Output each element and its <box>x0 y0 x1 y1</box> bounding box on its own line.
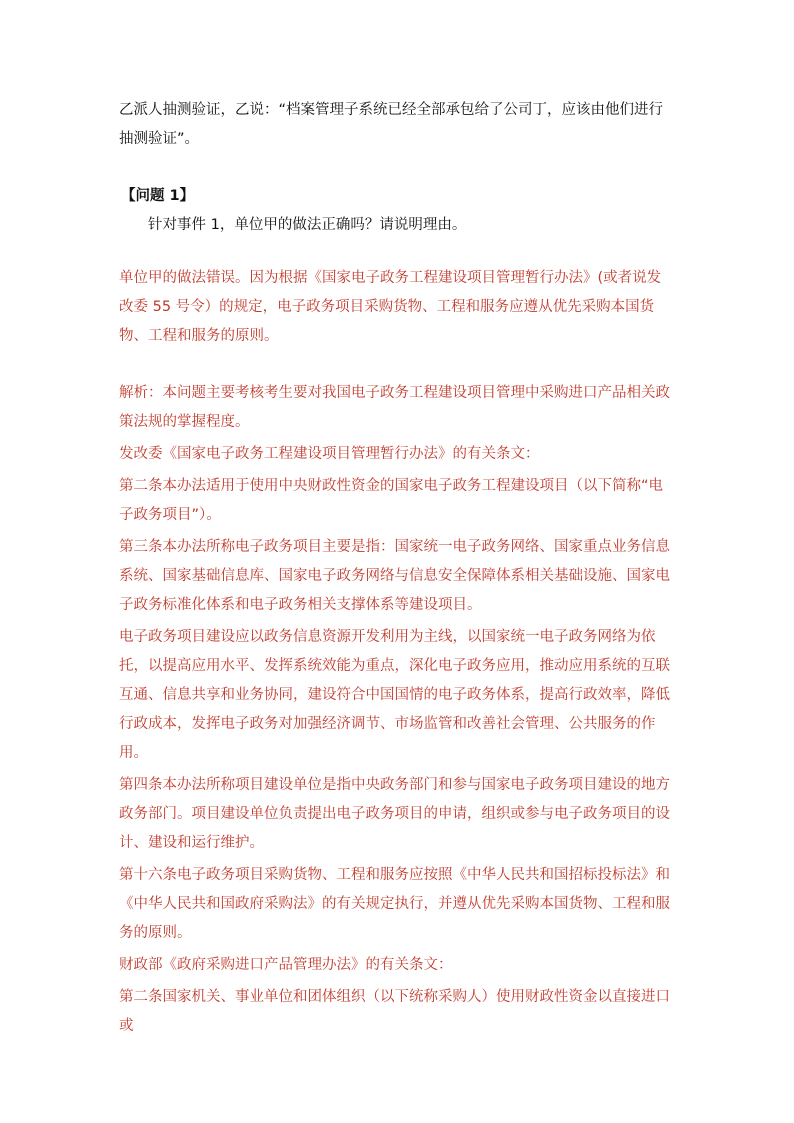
analysis-article-4: 第四条本办法所称项目建设单位是指中央政务部门和参与国家电子政务项目建设的地方政务部门。项目建设单位负责提出电子政务项目的申请，组织或参与电子政务项目的设计、建设和运行维护。 <box>119 777 670 851</box>
analysis-source-ndrc: 发改委《国家电子政务工程建设项目管理暂行办法》的有关条文： <box>119 446 540 462</box>
question-text: 针对事件 1，单位甲的做法正确吗？请说明理由。 <box>148 217 467 233</box>
analysis-article-3: 第三条本办法所称电子政务项目主要是指：国家统一电子政务网络、国家重点业务信息系统、国家基础信息库、国家电子政务网络与信息安全保障体系相关基础设施、国家电子政务标准化体系和电子政务相关支撑体系等建设项目。 <box>119 539 670 613</box>
question-heading: 【问题 1】 <box>121 188 195 204</box>
analysis-article-2: 第二条本办法适用于使用中央财政性资金的国家电子政务工程建设项目（以下简称“电子政务项目”）。 <box>119 478 664 523</box>
intro-paragraph: 乙派人抽测验证，乙说：“档案管理子系统已经全部承包给了公司丁，应该由他们进行抽测验证”。 <box>119 102 664 147</box>
analysis-article-3-cont: 电子政务项目建设应以政务信息资源开发利用为主线，以国家统一电子政务网络为依托，以提高应用水平、发挥系统效能为重点，深化电子政务应用，推动应用系统的互联互通、信息共享和业务协同，建设符合中国国情的电子政务体系，提高行政效率，降低行政成本，发挥电子政务对加强经济调节、市场监管和改善社会管理、公共服务的作用。 <box>119 629 670 761</box>
analysis-mof-article-2: 第二条国家机关、事业单位和团体组织（以下统称采购人）使用财政性资金以直接进口或 <box>119 989 670 1034</box>
analysis-intro: 解析：本问题主要考核考生要对我国电子政务工程建设项目管理中采购进口产品相关政策法规的掌握程度。 <box>119 385 670 430</box>
answer-paragraph: 单位甲的做法错误。因为根据《国家电子政务工程建设项目管理暂行办法》(或者说发改委 55 号令）的规定，电子政务项目采购货物、工程和服务应遵从优先采购本国货物、工程和服务的原则。 <box>119 270 662 344</box>
analysis-article-16: 第十六条电子政务项目采购货物、工程和服务应按照《中华人民共和国招标投标法》和《中华人民共和国政府采购法》的有关规定执行，并遵从优先采购本国货物、工程和服务的原则。 <box>119 867 670 941</box>
document-content <box>119 96 675 1041</box>
analysis-source-mof: 财政部《政府采购进口产品管理办法》的有关条文： <box>119 957 453 973</box>
